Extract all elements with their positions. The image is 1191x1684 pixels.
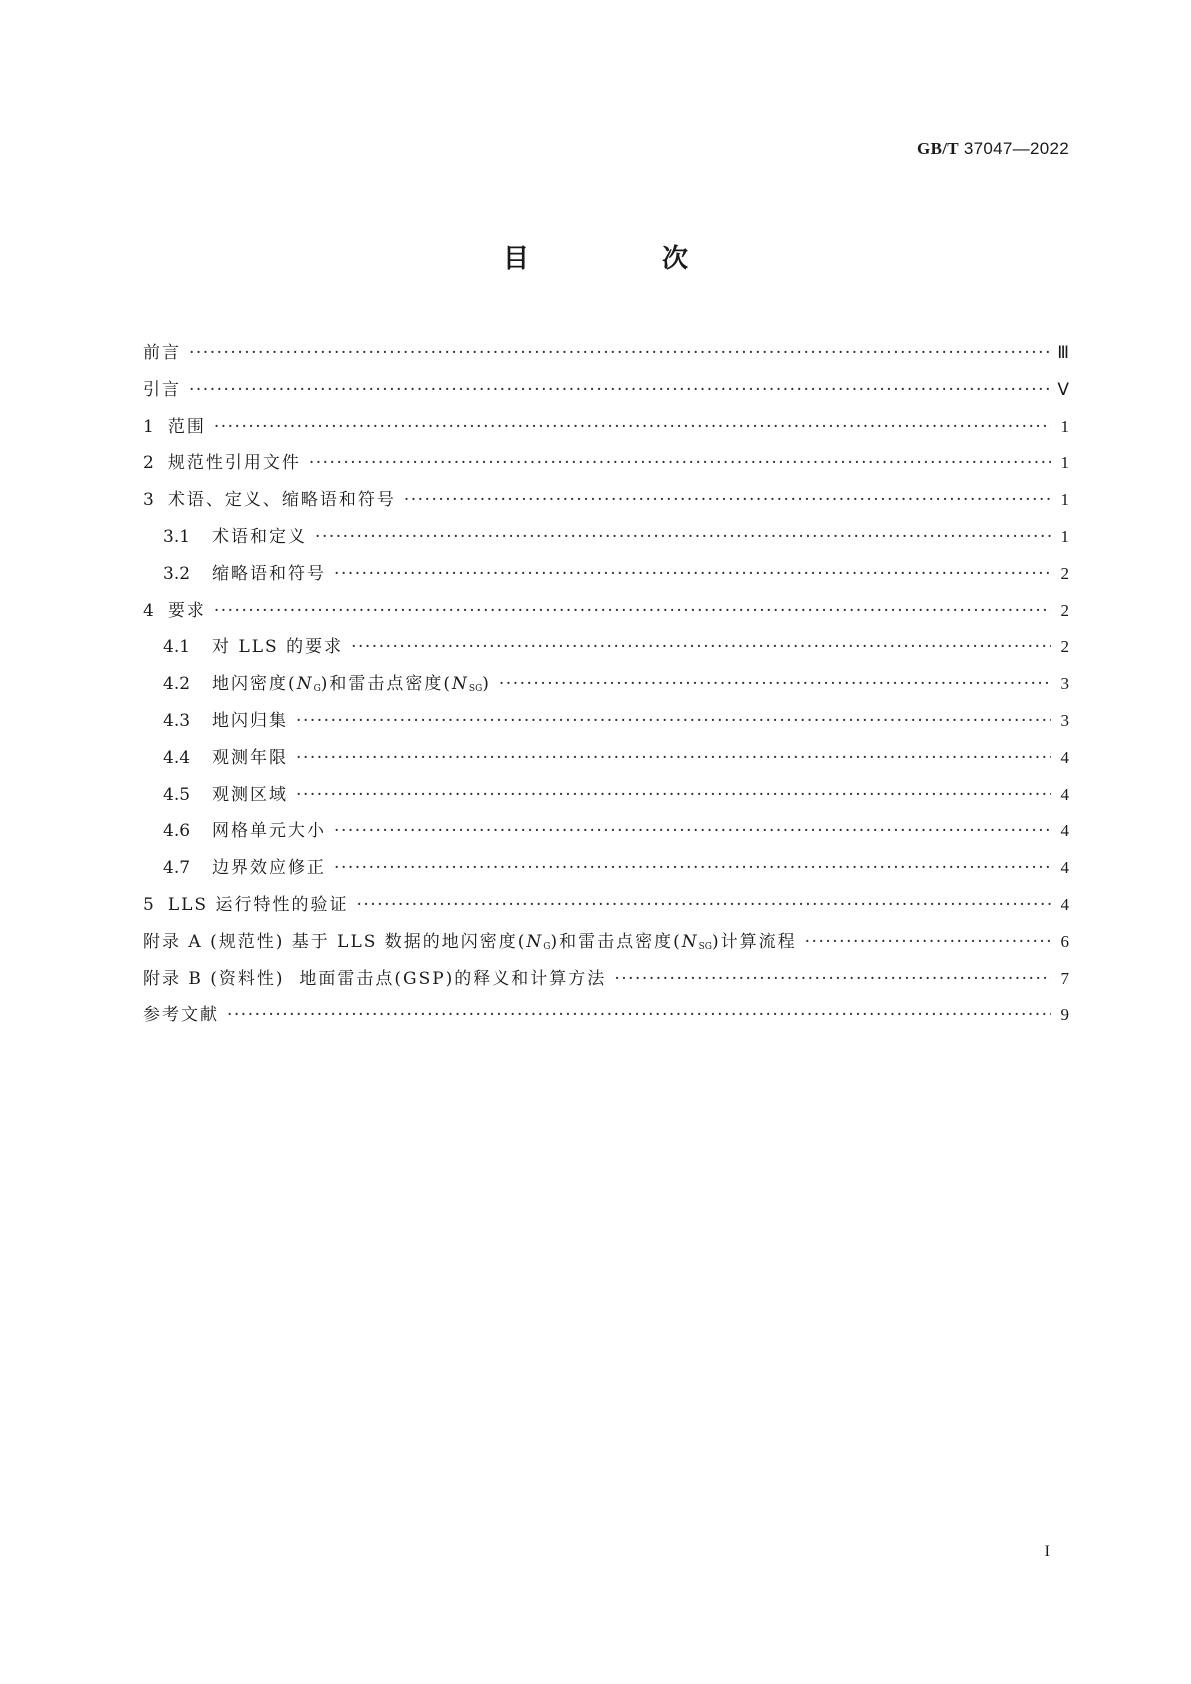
toc-page-number: 1 [1060,526,1069,546]
title-text: )和雷击点密度( [320,674,453,695]
toc-entry-title: 术语和定义 [212,526,308,547]
toc-entry-title: 对 LLS 的要求 [212,637,344,658]
toc-page-number: 1 [1060,416,1069,436]
table-of-contents [143,338,1069,1037]
toc-page-number: 2 [1060,600,1069,620]
title-text: )和雷击点密度( [550,931,682,952]
toc-dot-leader [614,969,1051,989]
toc-entry-introduction[interactable] [143,375,1069,412]
toc-page-number: 6 [1060,931,1069,951]
toc-entry-title: 缩略语和符号 [212,563,327,584]
toc-entry-4-6[interactable] [143,816,1069,853]
toc-page-number: 2 [1060,563,1069,583]
toc-entry-title: 引言 [143,379,181,400]
toc-dot-leader [214,417,1051,437]
toc-entry-title: 边界效应修正 [212,858,327,879]
toc-dot-leader [189,343,1051,363]
toc-entry-number: 5 [143,894,154,915]
toc-entry-number: 4.7 [163,858,191,879]
toc-page-number: 4 [1060,784,1069,804]
symbol-n: N [681,931,699,952]
footer-page-number: I [1044,1543,1050,1560]
toc-entry-1[interactable] [143,412,1069,449]
toc-dot-leader [296,748,1051,768]
toc-dot-leader [189,380,1051,400]
title-text: )计算流程 [712,931,797,952]
toc-entry-number: 3.1 [163,526,191,547]
toc-entry-title: 观测区域 [212,784,289,805]
toc-entry-4-1[interactable] [143,632,1069,669]
toc-entry-3[interactable] [143,485,1069,522]
toc-page-number: 4 [1060,894,1069,914]
toc-entry-4-3[interactable] [143,706,1069,743]
toc-dot-leader [296,785,1051,805]
toc-entry-title: 前言 [143,343,181,363]
toc-entry-number: 4.5 [163,784,191,805]
toc-page-number: 4 [1060,858,1069,878]
toc-entry-references[interactable] [143,1000,1069,1037]
toc-dot-leader [404,490,1051,510]
toc-entry-title [212,669,491,694]
toc-entry-4[interactable] [143,596,1069,633]
toc-entry-title [143,927,797,952]
toc-dot-leader [227,1005,1051,1025]
toc-entry-foreword[interactable] [143,338,1069,375]
toc-dot-leader [805,932,1051,952]
toc-dot-leader [214,601,1051,621]
toc-entry-number: 3.2 [163,563,191,584]
toc-entry-appendix-a[interactable] [143,927,1069,964]
symbol-n: N [452,674,469,695]
page-title: 目 次 [502,244,751,274]
toc-entry-4-7[interactable] [143,853,1069,890]
toc-entry-title: 地闪归集 [212,710,289,731]
standard-number: 37047—2022 [963,139,1069,158]
standard-prefix: GB/T [917,139,959,158]
toc-page-number: 4 [1060,821,1069,841]
toc-entry-number: 4.3 [163,710,191,731]
toc-entry-number: 1 [143,416,154,437]
toc-entry-title: 范围 [167,416,206,437]
toc-page-number: 3 [1060,674,1069,694]
toc-entry-title: 要求 [167,600,206,621]
title-text: 附录 A (规范性) 基于 LLS 数据的地闪密度( [143,931,527,952]
toc-entry-3-1[interactable] [143,522,1069,559]
subscript-g: G [543,941,551,952]
toc-entry-2[interactable] [143,448,1069,485]
toc-page-number: 1 [1060,490,1069,510]
toc-dot-leader [499,674,1051,694]
toc-entry-number: 4 [143,600,154,621]
subscript-sg: SG [468,684,483,695]
toc-dot-leader [315,527,1051,547]
toc-page-number: 7 [1060,968,1069,988]
standard-code [600,139,1069,159]
subscript-sg: SG [698,941,712,952]
toc-dot-leader [356,895,1051,915]
toc-entry-number: 4.4 [163,747,191,768]
toc-entry-3-2[interactable] [143,559,1069,596]
symbol-n: N [526,931,544,952]
toc-page-number: 3 [1060,710,1069,730]
toc-entry-5[interactable] [143,890,1069,927]
toc-page-number: 1 [1060,453,1069,473]
toc-entry-number: 3 [143,490,154,511]
toc-page-number: Ⅴ [1057,379,1069,399]
toc-entry-title: 附录 B (资料性) 地面雷击点(GSP)的释义和计算方法 [143,968,607,989]
toc-entry-4-4[interactable] [143,743,1069,780]
toc-page-number: Ⅲ [1057,343,1069,362]
toc-page-number: 9 [1060,1005,1069,1025]
title-text: ) [482,674,491,695]
toc-entry-title: 观测年限 [212,747,289,768]
toc-entry-number: 4.6 [163,821,191,842]
toc-dot-leader [309,453,1051,473]
toc-entry-number: 4.2 [163,674,191,695]
toc-dot-leader [351,637,1051,657]
toc-dot-leader [334,858,1051,878]
toc-page-number: 4 [1060,747,1069,767]
subscript-g: G [313,684,321,695]
toc-entry-title: 规范性引用文件 [167,453,301,474]
toc-entry-number: 4.1 [163,637,191,658]
title-text: 地闪密度( [212,674,297,695]
toc-page-number: 2 [1060,637,1069,657]
toc-entry-appendix-b[interactable] [143,964,1069,1001]
toc-entry-title: 网格单元大小 [212,821,327,842]
toc-entry-title: LLS 运行特性的验证 [167,894,349,915]
toc-dot-leader [334,821,1051,841]
toc-entry-4-5[interactable] [143,780,1069,817]
toc-entry-title: 参考文献 [143,1005,219,1026]
toc-dot-leader [296,711,1051,731]
toc-entry-4-2[interactable] [143,669,1069,706]
toc-entry-title: 术语、定义、缩略语和符号 [167,490,396,511]
toc-dot-leader [334,564,1051,584]
toc-entry-number: 2 [143,453,154,474]
symbol-n: N [296,674,314,695]
